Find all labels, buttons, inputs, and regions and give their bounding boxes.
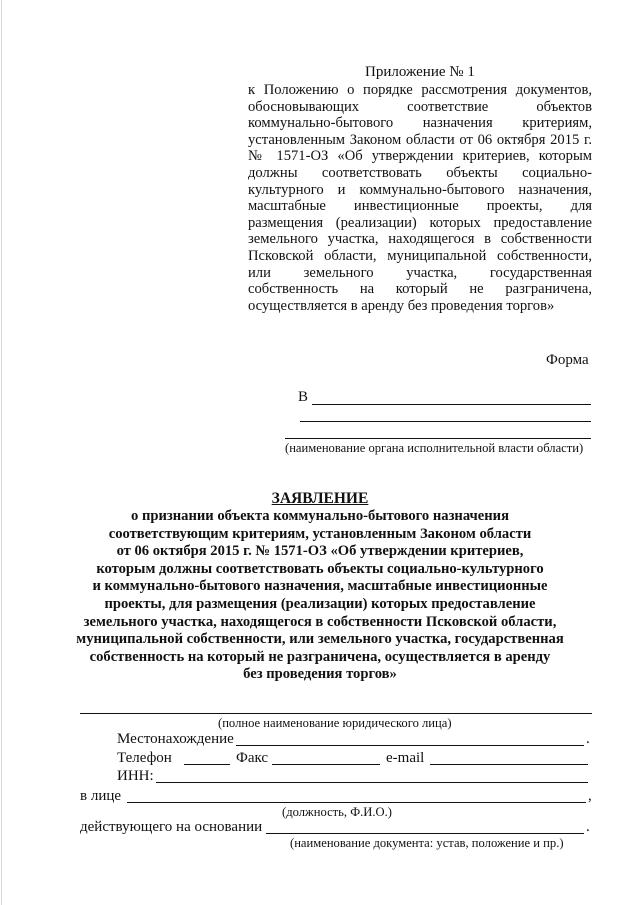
fax-label: Факс [236, 750, 269, 766]
in-person-end-punct: , [588, 788, 592, 804]
subtitle-line: которым должны соответствовать объекты социально-культурного [96, 560, 544, 577]
addressee-caption: (наименование органа исполнительной власти области) [285, 441, 584, 455]
basis-field[interactable] [266, 833, 584, 834]
subtitle-line: о признании объекта коммунально-бытового назначения [131, 508, 509, 524]
email-label: e-mail [386, 750, 425, 766]
appendix-line: осуществляется в аренду без проведения торгов» [248, 297, 555, 314]
appendix-line: собственность на который не разграничена, [248, 281, 592, 298]
appendix-line: культурного и коммунально-бытового назначения, [248, 181, 592, 198]
appendix-line: коммунально-бытового назначения критериям, [248, 115, 592, 132]
subtitle-line: земельного участка, находящегося в собственности Псковской области, [83, 613, 557, 630]
basis-end-punct: . [586, 819, 590, 835]
location-end-punct: . [586, 731, 590, 747]
phone-field[interactable] [184, 764, 230, 765]
in-person-label: в лице [80, 788, 122, 804]
appendix-line: масштабные инвестиционные проекты, для [248, 198, 592, 215]
form-label: Форма [546, 352, 589, 368]
appendix-line: должны соответствовать объекты социально- [248, 164, 592, 181]
subtitle-line: проекты, для размещения (реализации) которых предоставление [104, 595, 536, 612]
subtitle-line: без проведения торгов» [243, 666, 397, 683]
appendix-title: Приложение № 1 [365, 64, 475, 80]
appendix-line: Псковской области, муниципальной собственности, [248, 247, 592, 264]
location-label: Местонахождение [117, 731, 234, 747]
addressee-field-line-2[interactable] [300, 421, 591, 422]
appendix-line: обосновывающих соответствие объектов [248, 98, 592, 115]
appendix-line: размещения (реализации) которых предоставление [248, 214, 592, 231]
subtitle-line: и коммунально-бытового назначения, масштабные инвестиционные [92, 578, 548, 595]
in-person-field[interactable] [127, 802, 586, 803]
subtitle-line: собственность на который не разграничена, осуществляется в аренду [89, 648, 551, 665]
email-field[interactable] [430, 764, 588, 765]
phone-label: Телефон [117, 750, 172, 766]
appendix-line: или земельного участка, государственная [248, 264, 592, 281]
addressee-field-line-3[interactable] [285, 438, 591, 439]
position-caption: (должность, Ф.И.О.) [282, 805, 392, 819]
page-edge [1, 0, 2, 905]
appendix-reference [248, 82, 592, 314]
legal-entity-caption: (полное наименование юридического лица) [218, 716, 452, 730]
location-field[interactable] [236, 745, 584, 746]
basis-caption: (наименование документа: устав, положение и пр.) [290, 836, 564, 850]
appendix-line: к Положению о порядке рассмотрения документов, [248, 82, 592, 98]
appendix-line: установленным Законом области от 06 октября 2015 г. [248, 131, 592, 148]
subtitle-line: муниципальной собственности, или земельного участка, государственная [76, 631, 564, 648]
inn-field[interactable] [156, 782, 588, 783]
fax-field[interactable] [272, 764, 380, 765]
addressee-field-line-1[interactable] [312, 404, 591, 405]
statement-title: ЗАЯВЛЕНИЕ [271, 490, 369, 507]
basis-label: действующего на основании [80, 819, 263, 835]
inn-label: ИНН: [117, 768, 154, 784]
statement-subtitle [30, 508, 610, 684]
appendix-line: № 1571-ОЗ «Об утверждении критериев, которым [248, 148, 592, 165]
appendix-line: земельного участка, находящегося в собственности [248, 231, 592, 248]
subtitle-line: от 06 октября 2015 г. № 1571-ОЗ «Об утверждении критериев, [116, 543, 524, 560]
legal-entity-field[interactable] [80, 713, 592, 714]
subtitle-line: соответствующим критериям, установленным Законом области [108, 525, 532, 542]
addressee-prefix: В [298, 389, 309, 405]
